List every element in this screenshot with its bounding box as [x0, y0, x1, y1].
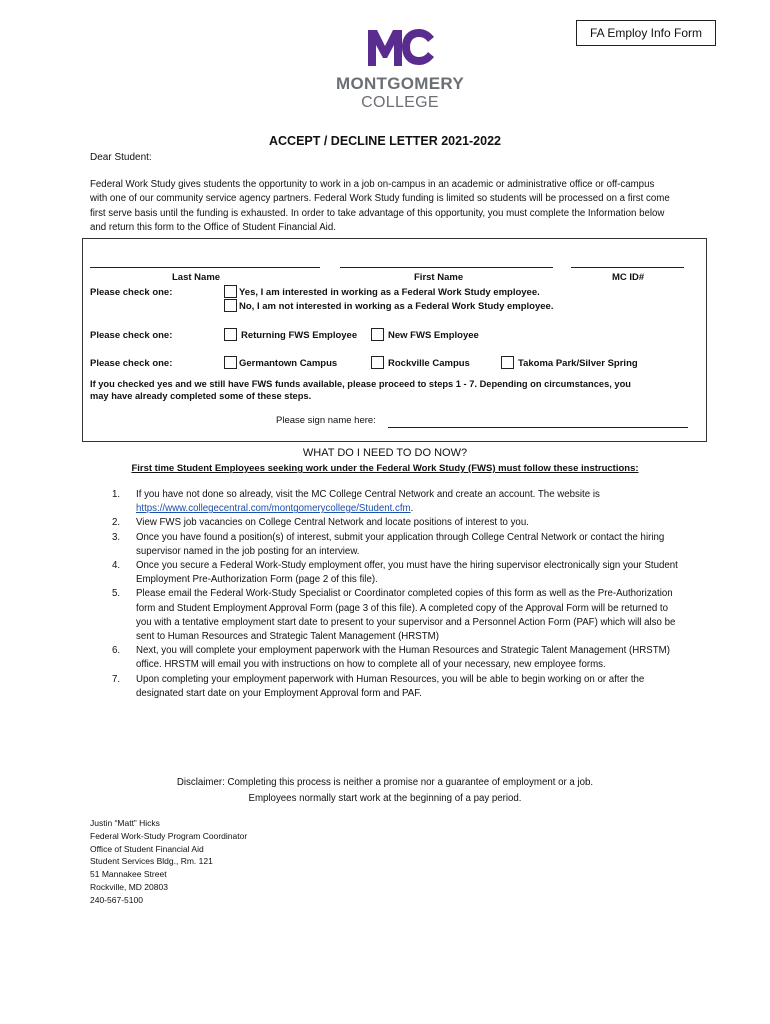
form-id-tag: FA Employ Info Form — [576, 20, 716, 46]
last-name-label: Last Name — [172, 272, 221, 283]
list-item: 2. View FWS job vacancies on College Central Network and locate positions of interest to you. — [112, 517, 529, 529]
montgomery-college-logo-mark — [368, 28, 434, 66]
proceed-note-line2: may have already completed some of these steps. — [90, 391, 312, 401]
new-employee-checkbox[interactable] — [371, 328, 384, 341]
check-one-label-3: Please check one: — [90, 358, 173, 369]
disclaimer-line-1: Disclaimer: Completing this process is neither a promise nor a guarantee of employment or a job. — [176, 777, 594, 788]
mc-id-field[interactable] — [571, 267, 684, 268]
list-item: 7. Upon completing your employment paperwork with Human Resources, you will be able to begin working on or after the designated start date on your Employment Approval form and PAF. — [112, 673, 645, 699]
logo-text-montgomery: MONTGOMERY — [336, 74, 464, 93]
returning-employee-label: Returning FWS Employee — [241, 330, 358, 341]
sign-name-label: Please sign name here: — [276, 415, 376, 426]
letter-title: ACCEPT / DECLINE LETTER 2021-2022 — [268, 134, 501, 148]
coordinator-role: Federal Work-Study Program Coordinator — [90, 830, 248, 841]
disclaimer-line-2: Employees normally start work at the beginning of a pay period. — [248, 792, 522, 804]
list-item: 1. If you have not done so already, visit the MC College Central Network and create an account. The website is https://www.collegecentral.com/montgomerycollege/Student.cfm. — [112, 489, 600, 515]
rockville-label: Rockville Campus — [388, 358, 470, 369]
interest-no-label: No, I am not interested in working as a Federal Work Study employee. — [239, 301, 554, 312]
returning-employee-checkbox[interactable] — [224, 328, 237, 341]
college-central-link[interactable]: https://www.collegecentral.com/montgomerycollege/Student.cfm — [136, 503, 411, 515]
signature-block — [90, 817, 247, 907]
list-item: 4. Once you secure a Federal Work-Study employment offer, you must have the hiring supervisor electronically sign your Student Employment Pre-Authorization Form (page 2 of this file). — [112, 560, 678, 586]
list-item: 5. Please email the Federal Work-Study Specialist or Coordinator completed copies of this form as well as the Pre-Authorization form and Student Employment Approval Form (page 3 of this file). A completed copy of the Approval Form will be returned to you with a tentative employment start date to present to your supervisor and a Personnel Action Form (PAF) which will also be sent to Human Resources and Strategic Talent Management (HRSTM) — [112, 588, 676, 643]
new-employee-label: New FWS Employee — [388, 330, 479, 341]
interest-yes-checkbox[interactable] — [224, 285, 237, 298]
interest-no-checkbox[interactable] — [224, 299, 237, 312]
rockville-checkbox[interactable] — [371, 356, 384, 369]
coordinator-name: Justin “Matt” Hicks — [90, 818, 160, 828]
disclaimer — [0, 775, 770, 806]
takoma-checkbox[interactable] — [501, 356, 514, 369]
mc-id-label: MC ID# — [612, 272, 645, 283]
signature-field[interactable] — [388, 427, 688, 428]
first-name-label: First Name — [414, 272, 464, 283]
instruction-steps — [112, 488, 682, 701]
proceed-note-line1: If you checked yes and we still have FWS funds available, please proceed to steps 1 - 7. Depending on circumstances, you — [90, 379, 631, 389]
salutation: Dear Student: — [90, 152, 152, 163]
interest-yes-label: Yes, I am interested in working as a Federal Work Study employee. — [239, 287, 540, 298]
first-name-field[interactable] — [340, 267, 553, 268]
last-name-field[interactable] — [90, 267, 320, 268]
logo-text-college: COLLEGE — [361, 94, 439, 111]
office-phone: 240-567-5100 — [90, 894, 143, 905]
takoma-label: Takoma Park/Silver Spring — [518, 358, 638, 369]
check-one-label-2: Please check one: — [90, 330, 173, 341]
office-city: Rockville, MD 20803 — [90, 881, 168, 892]
intro-paragraph: Federal Work Study gives students the opportunity to work in a job on-campus in an academic or administrative office or off-campus with one of our community service agency partners. Federal Work Study funding is limited so students will be processed on a first come first serve basis until the funding is exhausted. In order to take advantage of this opportunity, you must complete the Information below and return this form to the Office of Student Financial Aid. — [90, 179, 670, 233]
list-item: 3. Once you have found a position(s) of interest, submit your application through College Central Network or contact the hiring supervisor named in the job posting for an interview. — [112, 531, 665, 557]
germantown-label: Germantown Campus — [239, 358, 338, 369]
section-subheading: First time Student Employees seeking work under the Federal Work Study (FWS) must follow these instructions: — [131, 463, 639, 474]
section-heading: WHAT DO I NEED TO DO NOW? — [302, 447, 468, 459]
office-street: 51 Mannakee Street — [90, 869, 167, 880]
check-one-label-1: Please check one: — [90, 287, 173, 298]
germantown-checkbox[interactable] — [224, 356, 237, 369]
office-name: Office of Student Financial Aid — [90, 843, 204, 854]
list-item: 6. Next, you will complete your employment paperwork with the Human Resources and Strategic Talent Management (HRSTM) office. HRSTM will email you with instructions on how to complete all of your necessary, new employee forms. — [112, 645, 670, 671]
office-building: Student Services Bldg., Rm. 121 — [90, 856, 213, 867]
